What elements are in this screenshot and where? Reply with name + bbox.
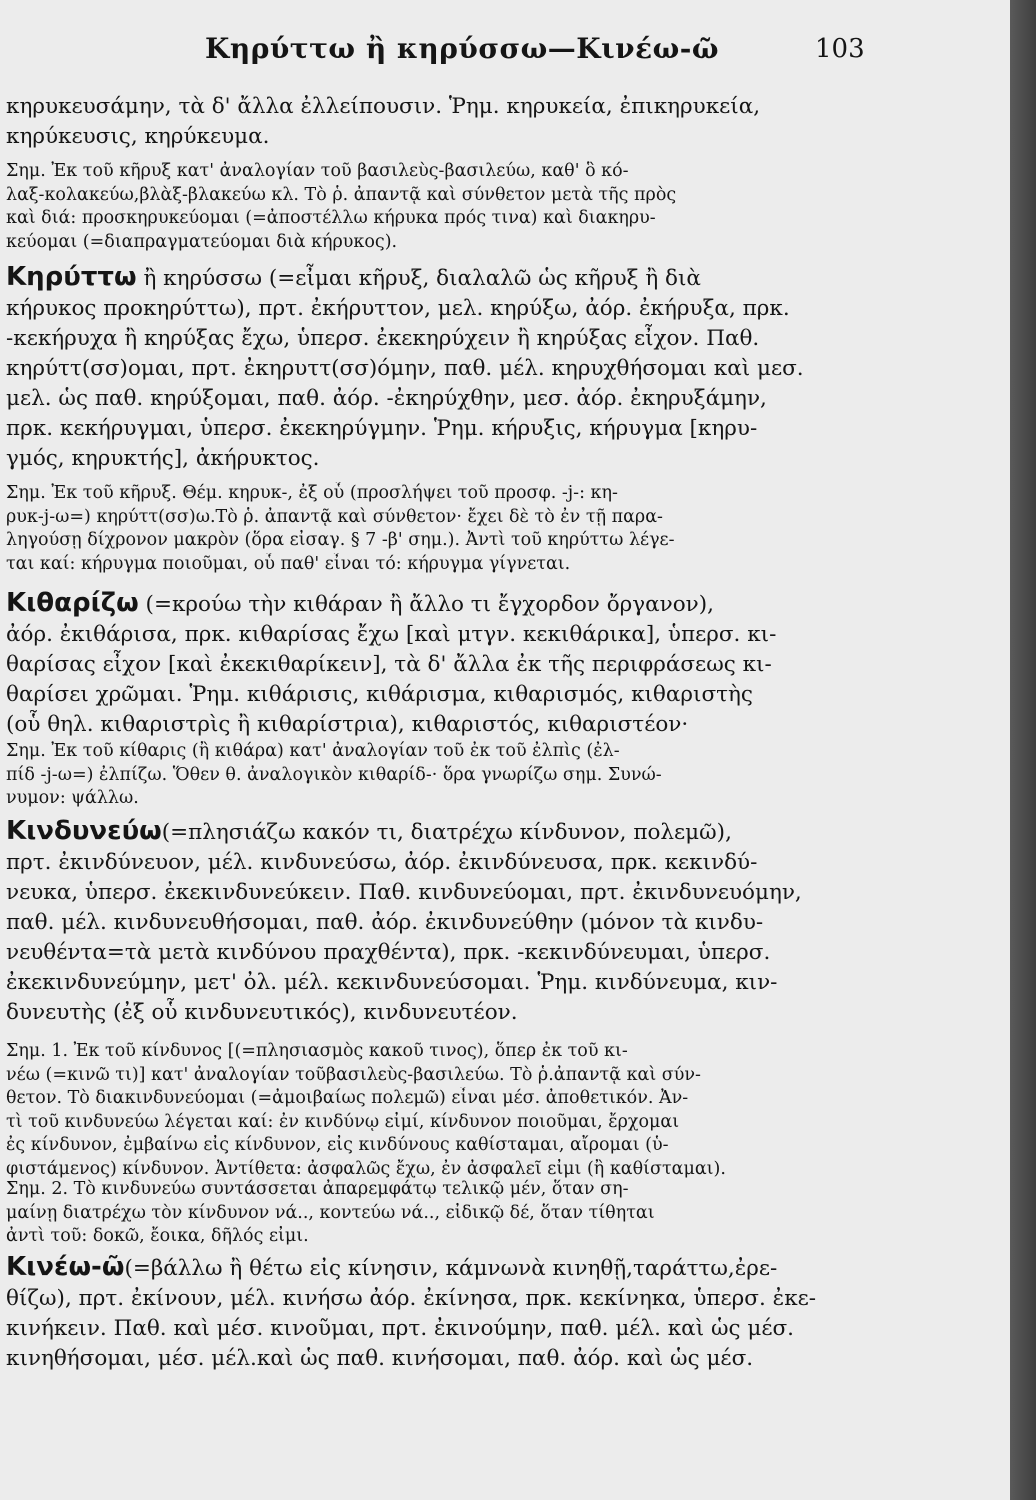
running-title: Κηρύττω ἢ κηρύσσω—Κινέω-ῶ: [205, 32, 720, 65]
note-line: λαξ-κολακεύω,βλὰξ-βλακεύω κλ. Τὸ ῥ. ἀπαντᾷ καὶ σύνθετον μετὰ τῆς πρὸς: [6, 184, 677, 205]
text-line: -κεκήρυχα ἢ κηρύξας ἔχω, ὑπερσ. ἐκεκηρύχειν ἢ κηρύξας εἶχον. Παθ.: [6, 326, 760, 351]
note-line: Σημ. 1. Ἐκ τοῦ κίνδυνος [(=πλησιασμὸς κακοῦ τινος), ὅπερ ἐκ τοῦ κι-: [6, 1041, 628, 1061]
entry-first-line: [6, 262, 981, 294]
lemma-headword: Κινδυνεύω: [6, 816, 162, 846]
text-line: δυνευτὴς (ἐξ οὗ κινδυνευτικός), κινδυνευτέον.: [6, 1000, 518, 1025]
lemma-headword: Κιθαρίζω: [6, 588, 139, 618]
lemma-definition: (=κρούω τὴν κιθάραν ἢ ἄλλο τι ἔγχορδον ὄργανον),: [138, 592, 714, 617]
text-line: κήρυκος προκηρύττω), πρτ. ἐκήρυττον, μελ. κηρύξω, ἀόρ. ἐκήρυξα, πρκ.: [6, 296, 790, 321]
entry-continuation: [6, 92, 981, 152]
text-line: θαρίσει χρῶμαι. Ῥημ. κιθάρισις, κιθάρισμα, κιθαρισμός, κιθαριστὴς: [6, 682, 753, 707]
text-line: πρτ. ἐκινδύνευον, μέλ. κινδυνεύσω, ἀόρ. ἐκινδύνευσα, πρκ. κεκινδύ-: [6, 850, 758, 875]
note-line: ρυκ-j-ω=) κηρύττ(σσ)ω.Τὸ ῥ. ἀπαντᾷ καὶ σύνθετον· ἔχει δὲ τὸ ἐν τῇ παρα-: [6, 506, 663, 527]
note-line: Σημ. Ἐκ τοῦ κίθαρις (ἢ κιθάρα) κατ' ἀναλογίαν τοῦ ἐκ τοῦ ἐλπὶς (ἐλ-: [6, 741, 620, 761]
note-kerykeuo: [6, 160, 981, 254]
entry-first-line: [6, 1252, 981, 1284]
note-line: ληγούσῃ δίχρονον μακρὸν (ὅρα εἰσαγ. § 7 -β' σημ.). Ἀντὶ τοῦ κηρύττω λέγε-: [6, 530, 675, 550]
note-line: πίδ -j-ω=) ἐλπίζω. Ὅθεν θ. ἀναλογικὸν κιθαρίδ-· ὅρα γνωρίζω σημ. Συνώ-: [6, 764, 662, 785]
note-line: κεύομαι (=διαπραγματεύομαι διὰ κήρυκος).: [6, 231, 398, 252]
entry-kineo: [6, 1252, 981, 1374]
text-line: ἀόρ. ἐκιθάρισα, πρκ. κιθαρίσας ἔχω [καὶ μτγν. κεκιθάρικα], ὑπερσ. κι-: [6, 622, 777, 647]
text-line: θαρίσας εἶχον [καὶ ἐκεκιθαρίκειν], τὰ δ' ἄλλα ἐκ τῆς περιφράσεως κι-: [6, 652, 772, 677]
entry-first-line: [6, 588, 981, 620]
text-line: γμός, κηρυκτής], ἀκήρυκτος.: [6, 446, 320, 471]
note-line: νυμον: ψάλλω.: [6, 788, 139, 808]
text-line: κηρύκευσις, κηρύκευμα.: [6, 124, 270, 149]
text-line: θίζω), πρτ. ἐκίνουν, μέλ. κινήσω ἀόρ. ἐκίνησα, πρκ. κεκίνηκα, ὑπερσ. ἐκε-: [6, 1286, 817, 1311]
text-line: πρκ. κεκήρυγμαι, ὑπερσ. ἐκεκηρύγμην. Ῥημ. κήρυξις, κήρυγμα [κηρυ-: [6, 416, 758, 441]
running-header: [0, 30, 1010, 74]
text-line: (οὗ θηλ. κιθαριστρὶς ἢ κιθαρίστρια), κιθαριστός, κιθαριστέον·: [6, 712, 689, 737]
note-kindyneuo-2: [6, 1178, 981, 1249]
note-line: ται καί: κήρυγμα ποιοῦμαι, οὗ παθ' εἶναι τό: κήρυγμα γίγνεται.: [6, 553, 571, 574]
text-line: μελ. ὡς παθ. κηρύξομαι, παθ. ἀόρ. -ἐκηρύχθην, μεσ. ἀόρ. ἐκηρυξάμην,: [6, 386, 767, 411]
note-line: τὶ τοῦ κινδυνεύω λέγεται καί: ἐν κινδύνῳ εἰμί, κίνδυνον ποιοῦμαι, ἔρχομαι: [6, 1111, 680, 1132]
note-line: καὶ διά: προσκηρυκεύομαι (=ἀποστέλλω κήρυκα πρός τινα) καὶ διακηρυ-: [6, 208, 656, 228]
note-line: Σημ. Ἐκ τοῦ κῆρυξ κατ' ἀναλογίαν τοῦ βασιλεὺς-βασιλεύω, καθ' ὃ κό-: [6, 161, 629, 181]
note-line: ἐς κίνδυνον, ἐμβαίνω εἰς κίνδυνον, εἰς κινδύνους καθίσταμαι, αἴρομαι (ὑ-: [6, 1135, 669, 1155]
text-line: κινηθήσομαι, μέσ. μέλ.καὶ ὡς παθ. κινήσομαι, παθ. ἀόρ. καὶ ὡς μέσ.: [6, 1346, 754, 1371]
entry-kitharizo: [6, 588, 981, 740]
note-line: Σημ. Ἐκ τοῦ κῆρυξ. Θέμ. κηρυκ-, ἐξ οὗ (προσλήψει τοῦ προσφ. -j-: κη-: [6, 483, 618, 503]
text-line: κινήκειν. Παθ. καὶ μέσ. κινοῦμαι, πρτ. ἐκινούμην, παθ. μέλ. καὶ ὡς μέσ.: [6, 1316, 794, 1341]
text-line: παθ. μέλ. κινδυνευθήσομαι, παθ. ἀόρ. ἐκινδυνεύθην (μόνον τὰ κινδυ-: [6, 910, 764, 935]
text-line: νευθέντα=τὰ μετὰ κινδύνου πραχθέντα), πρκ. -κεκινδύνευμαι, ὑπερσ.: [6, 940, 771, 965]
note-kitharizo: [6, 740, 981, 811]
note-line: ἀντὶ τοῦ: δοκῶ, ἔοικα, δῆλός εἰμι.: [6, 1226, 309, 1246]
scan-edge-shadow: [1010, 0, 1036, 1500]
entry-first-line: [6, 816, 981, 848]
text-line: νευκα, ὑπερσ. ἐκεκινδυνεύκειν. Παθ. κινδυνεύομαι, πρτ. ἐκινδυνευόμην,: [6, 880, 802, 905]
note-line: φιστάμενος) κίνδυνον. Ἀντίθετα: ἀσφαλῶς ἔχω, ἐν ἀσφαλεῖ εἰμι (ἢ καθίσταμαι).: [6, 1158, 726, 1179]
note-kindyneuo-1: [6, 1040, 981, 1181]
text-line: ἐκεκινδυνεύμην, μετ' ὀλ. μέλ. κεκινδυνεύσομαι. Ῥημ. κινδύνευμα, κιν-: [6, 970, 778, 995]
lemma-definition: (=βάλλω ἢ θέτω εἰς κίνησιν, κάμνωνὰ κινηθῇ,ταράττω,ἐρε-: [124, 1256, 778, 1281]
entry-kerytto: [6, 262, 981, 474]
text-line: κηρύττ(σσ)ομαι, πρτ. ἐκηρυττ(σσ)όμην, παθ. μέλ. κηρυχθήσομαι καὶ μεσ.: [6, 356, 804, 381]
note-kerytto: [6, 482, 981, 576]
note-line: νέω (=κινῶ τι)] κατ' ἀναλογίαν τοῦβασιλεὺς-βασιλεύω. Τὸ ῥ.ἀπαντᾷ καὶ σύν-: [6, 1064, 701, 1085]
entry-kindyneuo: [6, 816, 981, 1028]
note-line: Σημ. 2. Τὸ κινδυνεύω συντάσσεται ἀπαρεμφάτῳ τελικῷ μέν, ὅταν ση-: [6, 1179, 629, 1199]
lemma-definition: ἢ κηρύσσω (=εἶμαι κῆρυξ, διαλαλῶ ὡς κῆρυξ ἢ διὰ: [136, 266, 701, 291]
lemma-headword: Κηρύττω: [6, 262, 137, 292]
note-line: μαίνῃ διατρέχω τὸν κίνδυνον νά.., κοντεύω νά.., εἰδικῷ δέ, ὅταν τίθηται: [6, 1202, 655, 1223]
lemma-definition: (=πλησιάζω κακόν τι, διατρέχω κίνδυνον, πολεμῶ),: [161, 820, 732, 845]
text-line: κηρυκευσάμην, τὰ δ' ἄλλα ἐλλείπουσιν. Ῥημ. κηρυκεία, ἐπικηρυκεία,: [6, 94, 761, 119]
lemma-headword: Κινέω-ῶ: [6, 1252, 125, 1282]
page-number: 103: [815, 34, 865, 64]
note-line: θετον. Τὸ διακινδυνεύομαι (=ἀμοιβαίως πολεμῶ) εἶναι μέσ. ἀποθετικόν. Ἀν-: [6, 1088, 689, 1108]
